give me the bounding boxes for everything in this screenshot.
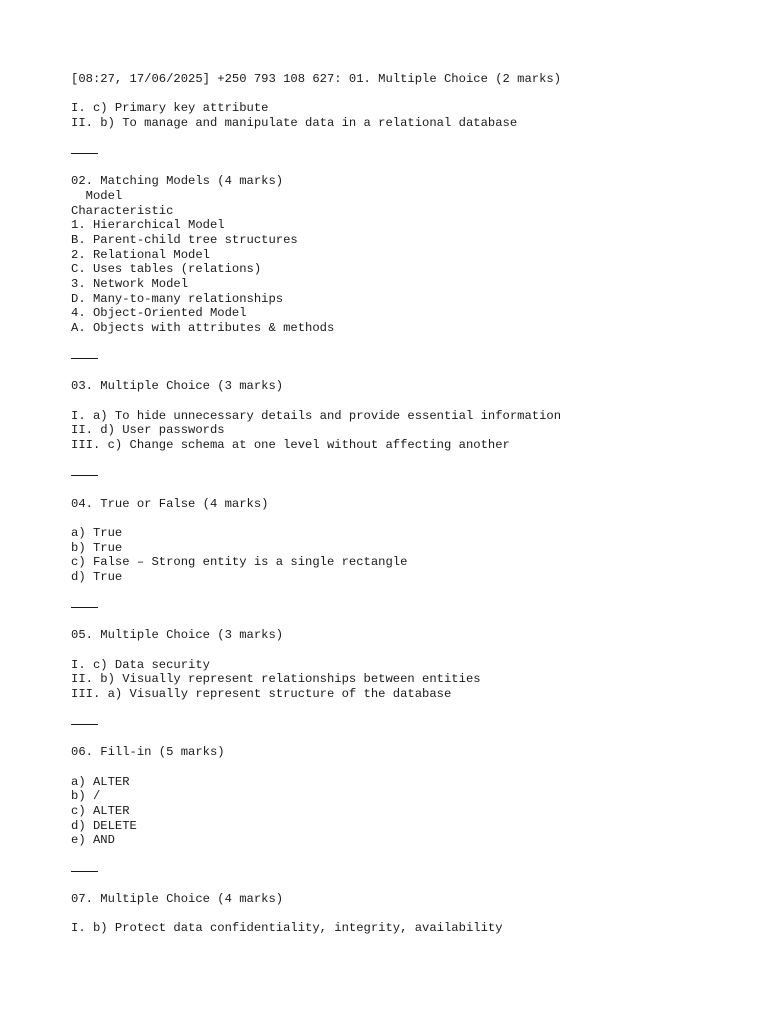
spacer xyxy=(71,848,751,863)
spacer xyxy=(71,760,751,775)
spacer xyxy=(71,453,751,468)
q7-answer: I. b) Protect data confidentiality, integrity, availability xyxy=(71,921,503,936)
section-divider xyxy=(71,350,751,365)
q5-answer: II. b) Visually represent relationships between entities xyxy=(71,672,481,687)
q4-answer: c) False – Strong entity is a single rectangle xyxy=(71,555,408,570)
q4-title: 04. True or False (4 marks) xyxy=(71,496,269,511)
spacer xyxy=(71,511,751,526)
q6-answer: a) ALTER xyxy=(71,774,130,789)
q2-row: D. Many-to-many relationships xyxy=(71,291,284,306)
q3-answer: I. a) To hide unnecessary details and provide essential information xyxy=(71,408,562,423)
q2-row: C. Uses tables (relations) xyxy=(71,262,262,277)
spacer xyxy=(71,702,751,717)
q2-row: 3. Network Model xyxy=(71,276,189,291)
q5-title: 05. Multiple Choice (3 marks) xyxy=(71,628,284,643)
spacer xyxy=(71,482,751,497)
q2-title: 02. Matching Models (4 marks) xyxy=(71,174,284,189)
q3-answer: II. d) User passwords xyxy=(71,423,225,438)
q5-answer: III. a) Visually represent structure of the database xyxy=(71,686,452,701)
q3-title: 03. Multiple Choice (3 marks) xyxy=(71,379,284,394)
spacer xyxy=(71,584,751,599)
spacer xyxy=(71,336,751,351)
section-divider xyxy=(71,467,751,482)
spacer xyxy=(71,160,751,175)
q2-row: 4. Object-Oriented Model xyxy=(71,306,247,321)
q2-row: 1. Hierarchical Model xyxy=(71,218,225,233)
q2-row: B. Parent-child tree structures xyxy=(71,233,298,248)
q2-row: 2. Relational Model xyxy=(71,247,210,262)
section-divider xyxy=(71,716,751,731)
q6-answer: b) / xyxy=(71,789,101,804)
q4-answer: b) True xyxy=(71,540,123,555)
q1-answer: II. b) To manage and manipulate data in a relational database xyxy=(71,115,518,130)
q6-answer: d) DELETE xyxy=(71,818,137,833)
section-divider xyxy=(71,145,751,160)
section-divider xyxy=(71,863,751,878)
q4-answer: a) True xyxy=(71,525,123,540)
spacer xyxy=(71,131,751,146)
q7-title: 07. Multiple Choice (4 marks) xyxy=(71,891,284,906)
spacer xyxy=(71,731,751,746)
spacer xyxy=(71,907,751,922)
q5-answer: I. c) Data security xyxy=(71,657,210,672)
q6-title: 06. Fill-in (5 marks) xyxy=(71,745,225,760)
q2-column-model: Model xyxy=(71,189,123,204)
spacer xyxy=(71,87,751,102)
q6-answer: e) AND xyxy=(71,833,115,848)
q2-column-characteristic: Characteristic xyxy=(71,203,174,218)
q1-answer: I. c) Primary key attribute xyxy=(71,101,269,116)
q3-answer: III. c) Change schema at one level without affecting another xyxy=(71,438,510,453)
q6-answer: c) ALTER xyxy=(71,804,130,819)
q4-answer: d) True xyxy=(71,569,123,584)
message-header: [08:27, 17/06/2025] +250 793 108 627: 01. Multiple Choice (2 marks) xyxy=(71,72,562,86)
spacer xyxy=(71,365,751,380)
message-document xyxy=(71,72,751,936)
spacer xyxy=(71,877,751,892)
q2-row: A. Objects with attributes & methods xyxy=(71,320,335,335)
spacer xyxy=(71,643,751,658)
spacer xyxy=(71,614,751,629)
section-divider xyxy=(71,599,751,614)
spacer xyxy=(71,394,751,409)
